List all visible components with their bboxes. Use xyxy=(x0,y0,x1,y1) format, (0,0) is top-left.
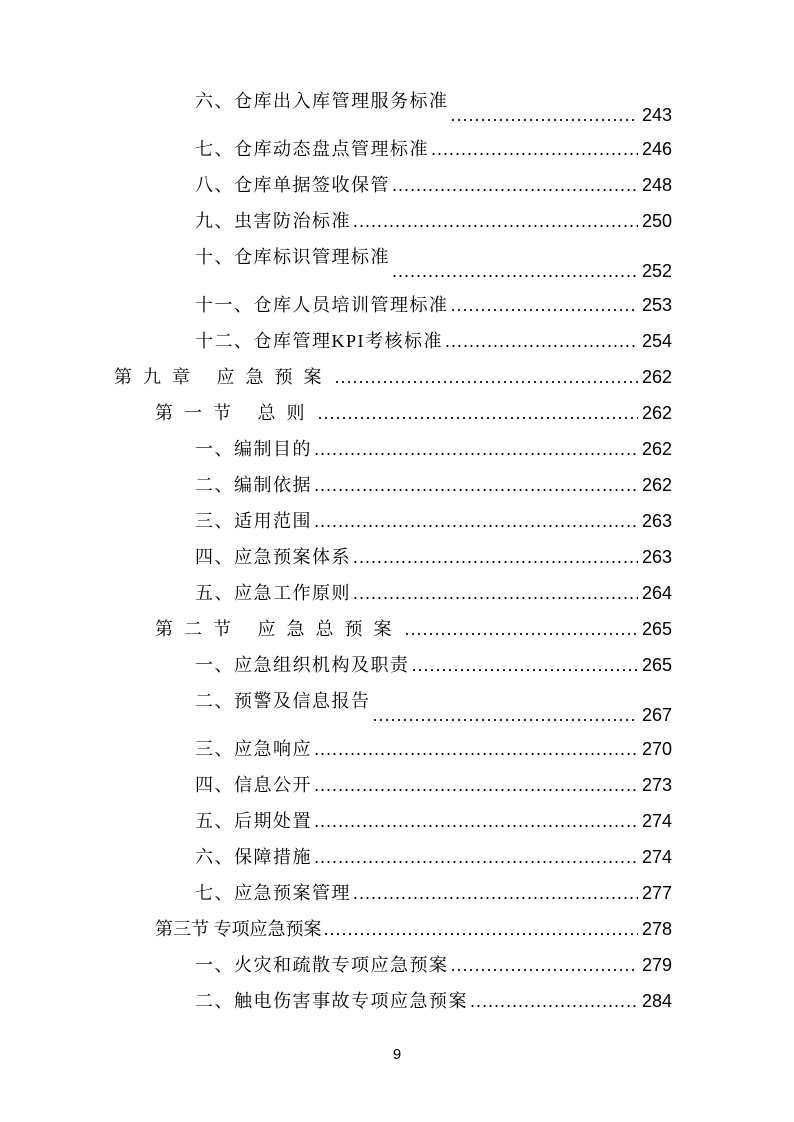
toc-entry-title: 二、编制依据 xyxy=(195,475,312,495)
toc-entry[interactable] xyxy=(114,472,672,498)
toc-entry-page-number: 274 xyxy=(641,847,672,867)
toc-entry-title: 第九章 应急预案 xyxy=(114,367,333,387)
dot-leader xyxy=(335,364,638,390)
dot-leader xyxy=(431,136,638,162)
dot-leader xyxy=(392,172,638,198)
toc-entry-title: 八、仓库单据签收保管 xyxy=(195,175,390,195)
toc-entry-tail xyxy=(410,652,673,678)
toc-entry-tail xyxy=(312,808,672,834)
toc-entry-tail xyxy=(316,400,673,426)
toc-entry[interactable] xyxy=(114,844,672,870)
toc-entry-tail xyxy=(312,844,672,870)
toc-entry-tail xyxy=(312,736,672,762)
toc-entry-tail xyxy=(371,702,673,728)
toc-entry-page-number: 262 xyxy=(641,439,672,459)
toc-entry-page-number: 284 xyxy=(641,991,672,1011)
dot-leader xyxy=(373,702,638,728)
toc-entry-title: 十、仓库标识管理标准 xyxy=(195,247,390,267)
toc-entry-tail xyxy=(351,544,672,570)
toc-entry-title: 六、保障措施 xyxy=(195,847,312,867)
toc-entry-title: 一、火灾和疏散专项应急预案 xyxy=(195,955,449,975)
toc-entry-page-number: 243 xyxy=(641,105,672,125)
dot-leader xyxy=(314,736,638,762)
page-number-footer: 9 xyxy=(392,1046,402,1063)
toc-entry-page-number: 277 xyxy=(641,883,672,903)
toc-entry-title: 第三节 专项应急预案 xyxy=(155,919,322,939)
toc-entry-title: 四、信息公开 xyxy=(195,775,312,795)
toc-entry-title: 七、应急预案管理 xyxy=(195,883,351,903)
toc-entry-tail xyxy=(390,172,672,198)
toc-entry[interactable] xyxy=(114,436,672,462)
toc-entry[interactable] xyxy=(114,400,672,426)
toc-entry-page-number: 250 xyxy=(641,211,672,231)
toc-entry-tail xyxy=(390,258,672,284)
toc-entry-tail xyxy=(449,102,673,128)
toc-entry[interactable] xyxy=(114,136,672,162)
toc-entry-title: 三、应急响应 xyxy=(195,739,312,759)
dot-leader xyxy=(451,952,638,978)
toc-entry[interactable] xyxy=(114,292,672,318)
toc-entry-title: 十一、仓库人员培训管理标准 xyxy=(195,295,449,315)
dot-leader xyxy=(405,616,638,642)
toc-entry-page-number: 254 xyxy=(641,331,672,351)
dot-leader xyxy=(314,472,638,498)
toc-entry[interactable] xyxy=(114,328,672,354)
toc-entry-page-number: 246 xyxy=(641,139,672,159)
toc-entry-page-number: 270 xyxy=(641,739,672,759)
toc-entry-page-number: 265 xyxy=(641,655,672,675)
toc-entry[interactable] xyxy=(114,172,672,198)
toc-entry[interactable] xyxy=(114,736,672,762)
dot-leader xyxy=(324,916,638,942)
toc-entry[interactable] xyxy=(114,688,672,725)
toc-entry-tail xyxy=(351,880,672,906)
dot-leader xyxy=(392,258,638,284)
toc-entry[interactable] xyxy=(114,208,672,234)
toc-entry-title: 五、后期处置 xyxy=(195,811,312,831)
toc-entry-tail xyxy=(468,988,672,1014)
toc-entry[interactable] xyxy=(114,580,672,606)
toc-entry-title: 六、仓库出入库管理服务标准 xyxy=(195,91,449,111)
toc-entry-title: 二、触电伤害事故专项应急预案 xyxy=(195,991,468,1011)
toc-entry-page-number: 263 xyxy=(641,511,672,531)
dot-leader xyxy=(353,544,638,570)
toc-entry-tail xyxy=(429,136,672,162)
toc-entry[interactable] xyxy=(114,88,672,125)
dot-leader xyxy=(451,102,638,128)
toc-entry-tail xyxy=(312,436,672,462)
toc-entry-title: 第二节 应急总预案 xyxy=(155,619,403,639)
toc-entry-title: 二、预警及信息报告 xyxy=(195,691,371,711)
toc-entry-page-number: 262 xyxy=(641,403,672,423)
toc-entry-page-number: 262 xyxy=(641,475,672,495)
toc-entry[interactable] xyxy=(114,652,672,678)
toc-entry-title: 四、应急预案体系 xyxy=(195,547,351,567)
toc-entry-tail xyxy=(443,328,672,354)
dot-leader xyxy=(314,436,638,462)
toc-entry-page-number: 274 xyxy=(641,811,672,831)
dot-leader xyxy=(451,292,638,318)
dot-leader xyxy=(318,400,638,426)
toc-entry-tail xyxy=(403,616,673,642)
toc-entry-page-number: 264 xyxy=(641,583,672,603)
dot-leader xyxy=(314,844,638,870)
toc-entry-page-number: 267 xyxy=(641,705,672,725)
dot-leader xyxy=(314,508,638,534)
dot-leader xyxy=(314,808,638,834)
table-of-contents xyxy=(114,88,672,1014)
toc-entry[interactable] xyxy=(114,880,672,906)
toc-entry[interactable] xyxy=(114,616,672,642)
toc-entry[interactable] xyxy=(114,808,672,834)
toc-entry-tail xyxy=(449,292,673,318)
toc-entry-page-number: 248 xyxy=(641,175,672,195)
toc-entry-title: 三、适用范围 xyxy=(195,511,312,531)
toc-entry-title: 一、应急组织机构及职责 xyxy=(195,655,410,675)
toc-entry[interactable] xyxy=(114,916,672,942)
dot-leader xyxy=(353,580,638,606)
toc-entry-tail xyxy=(351,208,672,234)
dot-leader xyxy=(470,988,638,1014)
toc-entry-tail xyxy=(312,472,672,498)
toc-entry-title: 五、应急工作原则 xyxy=(195,583,351,603)
dot-leader xyxy=(412,652,638,678)
toc-entry-tail xyxy=(333,364,673,390)
toc-entry-title: 九、虫害防治标准 xyxy=(195,211,351,231)
toc-entry-page-number: 263 xyxy=(641,547,672,567)
toc-entry[interactable] xyxy=(114,988,672,1014)
toc-entry-tail xyxy=(351,580,672,606)
dot-leader xyxy=(353,208,638,234)
toc-entry-page-number: 262 xyxy=(641,367,672,387)
toc-entry-page-number: 278 xyxy=(641,919,672,939)
toc-entry-page-number: 252 xyxy=(641,261,672,281)
toc-entry-page-number: 273 xyxy=(641,775,672,795)
toc-entry-title: 七、仓库动态盘点管理标准 xyxy=(195,139,429,159)
toc-entry-page-number: 253 xyxy=(641,295,672,315)
toc-entry-tail xyxy=(449,952,673,978)
toc-entry[interactable] xyxy=(114,364,672,390)
toc-entry-tail xyxy=(322,916,673,942)
toc-entry[interactable] xyxy=(114,772,672,798)
toc-entry-page-number: 265 xyxy=(641,619,672,639)
toc-entry-page-number: 279 xyxy=(641,955,672,975)
toc-entry-title: 第一节 总则 xyxy=(155,403,316,423)
dot-leader xyxy=(445,328,638,354)
dot-leader xyxy=(353,880,638,906)
dot-leader xyxy=(314,772,638,798)
toc-entry[interactable] xyxy=(114,952,672,978)
toc-entry[interactable] xyxy=(114,508,672,534)
toc-entry-tail xyxy=(312,508,672,534)
toc-entry-title: 十二、仓库管理KPI考核标准 xyxy=(195,331,444,351)
toc-entry[interactable] xyxy=(114,544,672,570)
toc-entry-tail xyxy=(312,772,672,798)
toc-entry-title: 一、编制目的 xyxy=(195,439,312,459)
toc-entry[interactable] xyxy=(114,244,672,281)
